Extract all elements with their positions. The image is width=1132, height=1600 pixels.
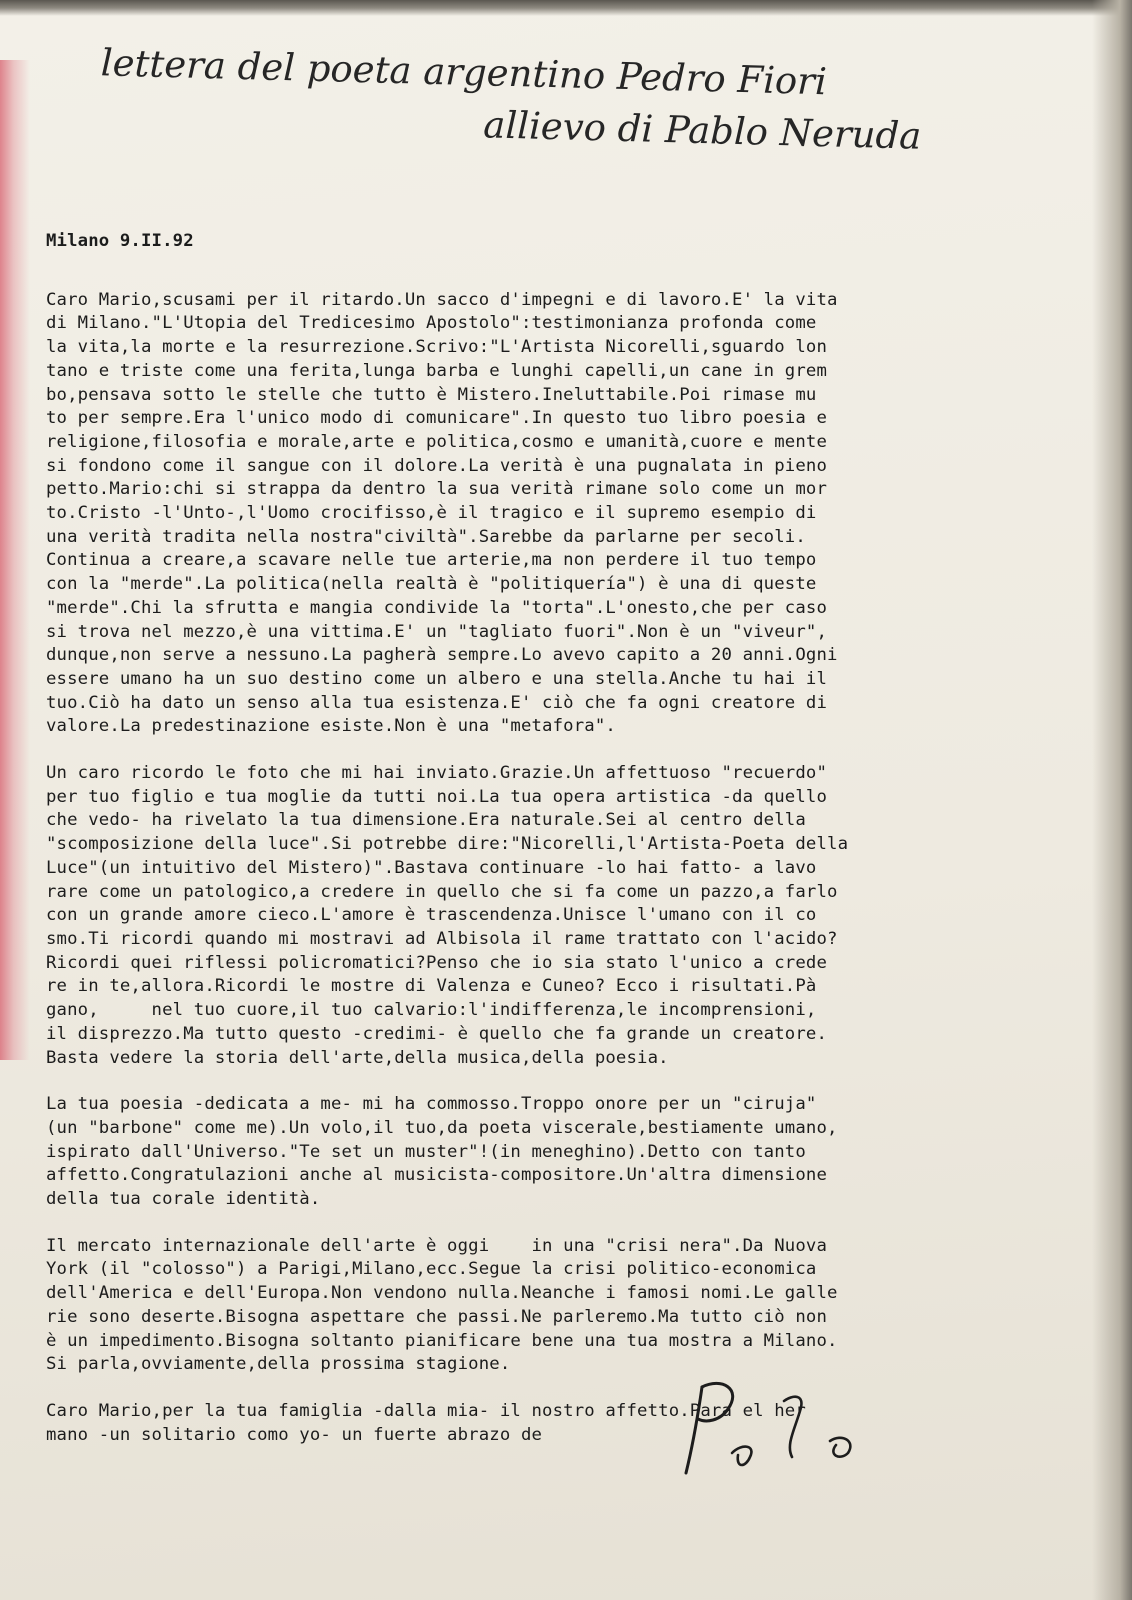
- letter-line: rare come un patologico,a credere in quello che si fa come un pazzo,a farlo: [46, 881, 838, 902]
- letter-line: gano, nel tuo cuore,il tuo calvario:l'indifferenza,le incomprensioni,: [46, 1000, 817, 1021]
- letter-line: petto.Mario:chi si strappa da dentro la sua verità rimane solo come un mor: [46, 479, 828, 500]
- letter-line: religione,filosofia e morale,arte e politica,cosmo e umanità,cuore e mente: [46, 431, 828, 452]
- letter-line: dunque,non serve a nessuno.La pagherà sempre.Lo avevo capito a 20 anni.Ogni: [46, 645, 838, 666]
- letter-line: valore.La predestinazione esiste.Non è una "metafora".: [46, 716, 616, 737]
- letter-line: Caro Mario,per la tua famiglia -dalla mia- il nostro affetto.Para el her: [46, 1400, 806, 1421]
- letter-line: essere umano ha un suo destino come un albero e una stella.Anche tu hai il: [46, 668, 828, 689]
- letter-line: to per sempre.Era l'unico modo di comunicare".In questo tuo libro poesia e: [46, 408, 828, 429]
- letter-line: York (il "colosso") a Parigi,Milano,ecc.Segue la crisi politico-economica: [46, 1259, 817, 1280]
- letter-line: Si parla,ovviamente,della prossima stagione.: [46, 1354, 511, 1375]
- letter-line: di Milano."L'Utopia del Tredicesimo Apostolo":testimonianza profonda come: [46, 313, 817, 334]
- red-stain-edge: [0, 60, 30, 1060]
- letter-paragraph: [46, 762, 1106, 1070]
- letter-line: La tua poesia -dedicata a me- mi ha commosso.Troppo onore per un "ciruja": [46, 1094, 817, 1115]
- letter-line: "scomposizione della luce".Si potrebbe dire:"Nicorelli,l'Artista-Poeta della: [46, 834, 849, 855]
- handwritten-annotation: [99, 39, 923, 161]
- letter-line: Luce"(un intuitivo del Mistero)".Bastava continuare -lo hai fatto- a lavo: [46, 857, 817, 878]
- letter-line: re in te,allora.Ricordi le mostre di Valenza e Cuneo? Ecco i risultati.Pà: [46, 976, 817, 997]
- letter-line: tuo.Ciò ha dato un senso alla tua esistenza.E' ciò che fa ogni creatore di: [46, 692, 828, 713]
- letter-paragraph: [46, 289, 1106, 739]
- signature-drawing: [680, 1375, 880, 1485]
- letter-paragraph: [46, 1235, 1106, 1377]
- letter-date: Milano 9.II.92: [46, 231, 194, 251]
- page-top-shadow: [0, 0, 1132, 16]
- letter-line: Un caro ricordo le foto che mi hai inviato.Grazie.Un affettuoso "recuerdo": [46, 763, 828, 784]
- letter-line: affetto.Congratulazioni anche al musicista-compositore.Un'altra dimensione: [46, 1165, 828, 1186]
- letter-line: è un impedimento.Bisogna soltanto pianificare bene una tua mostra a Milano.: [46, 1330, 838, 1351]
- letter-line: Basta vedere la storia dell'arte,della musica,della poesia.: [46, 1047, 669, 1068]
- letter-line: Caro Mario,scusami per il ritardo.Un sacco d'impegni e di lavoro.E' la vita: [46, 289, 838, 310]
- letter-line: Continua a creare,a scavare nelle tue arterie,ma non perdere il tuo tempo: [46, 550, 817, 571]
- letter-line: che vedo- ha rivelato la tua dimensione.Era naturale.Sei al centro della: [46, 810, 806, 831]
- letter-line: Il mercato internazionale dell'arte è oggi in una "crisi nera".Da Nuova: [46, 1235, 828, 1256]
- letter-line: rie sono deserte.Bisogna aspettare che passi.Ne parleremo.Ma tutto ciò non: [46, 1306, 828, 1327]
- letter-line: una verità tradita nella nostra"civiltà".Sarebbe da parlarne per secoli.: [46, 526, 806, 547]
- typewritten-letter: [46, 230, 1106, 1470]
- letter-line: la vita,la morte e la resurrezione.Scrivo:"L'Artista Nicorelli,sguardo lon: [46, 337, 828, 358]
- annotation-line-1: lettera del poeta argentino Pedro Fiori: [100, 41, 828, 104]
- letter-line: ispirato dall'Universo."Te set un muster"!(in meneghino).Detto con tanto: [46, 1141, 806, 1162]
- letter-body: [46, 289, 1106, 1448]
- letter-line: to.Cristo -l'Unto-,l'Uomo crocifisso,è il tragico e il supremo esempio di: [46, 503, 817, 524]
- letter-line: si trova nel mezzo,è una vittima.E' un "tagliato fuori".Non è un "viveur",: [46, 621, 828, 642]
- letter-line: smo.Ti ricordi quando mi mostravi ad Albisola il rame trattato con l'acido?: [46, 928, 838, 949]
- letter-paragraph: [46, 1400, 1106, 1447]
- letter-line: bo,pensava sotto le stelle che tutto è Mistero.Ineluttabile.Poi rimase mu: [46, 384, 817, 405]
- letter-line: della tua corale identità.: [46, 1189, 321, 1210]
- letter-line: "merde".Chi la sfrutta e mangia condivide la "torta".L'onesto,che per caso: [46, 597, 828, 618]
- letter-line: (un "barbone" come me).Un volo,il tuo,da poeta viscerale,bestiamente umano,: [46, 1117, 838, 1138]
- letter-paragraph: [46, 1093, 1106, 1212]
- letter-line: si fondono come il sangue con il dolore.La verità è una pugnalata in pieno: [46, 455, 828, 476]
- letter-line: mano -un solitario como yo- un fuerte abrazo de: [46, 1424, 543, 1445]
- letter-line: con un grande amore cieco.L'amore è trascendenza.Unisce l'umano con il co: [46, 905, 817, 926]
- annotation-line-2: allievo di Pablo Neruda: [482, 103, 922, 158]
- letter-line: con la "merde".La politica(nella realtà è "politiquería") è una di queste: [46, 574, 817, 595]
- letter-line: il disprezzo.Ma tutto questo -credimi- è quello che fa grande un creatore.: [46, 1023, 828, 1044]
- letter-line: per tuo figlio e tua moglie da tutti noi.La tua opera artistica -da quello: [46, 786, 828, 807]
- letter-line: tano e triste come una ferita,lunga barba e lunghi capelli,un cane in grem: [46, 360, 828, 381]
- letter-line: Ricordi quei riflessi policromatici?Penso che io sia stato l'unico a crede: [46, 952, 828, 973]
- letter-line: dell'America e dell'Europa.Non vendono nulla.Neanche i famosi nomi.Le galle: [46, 1283, 838, 1304]
